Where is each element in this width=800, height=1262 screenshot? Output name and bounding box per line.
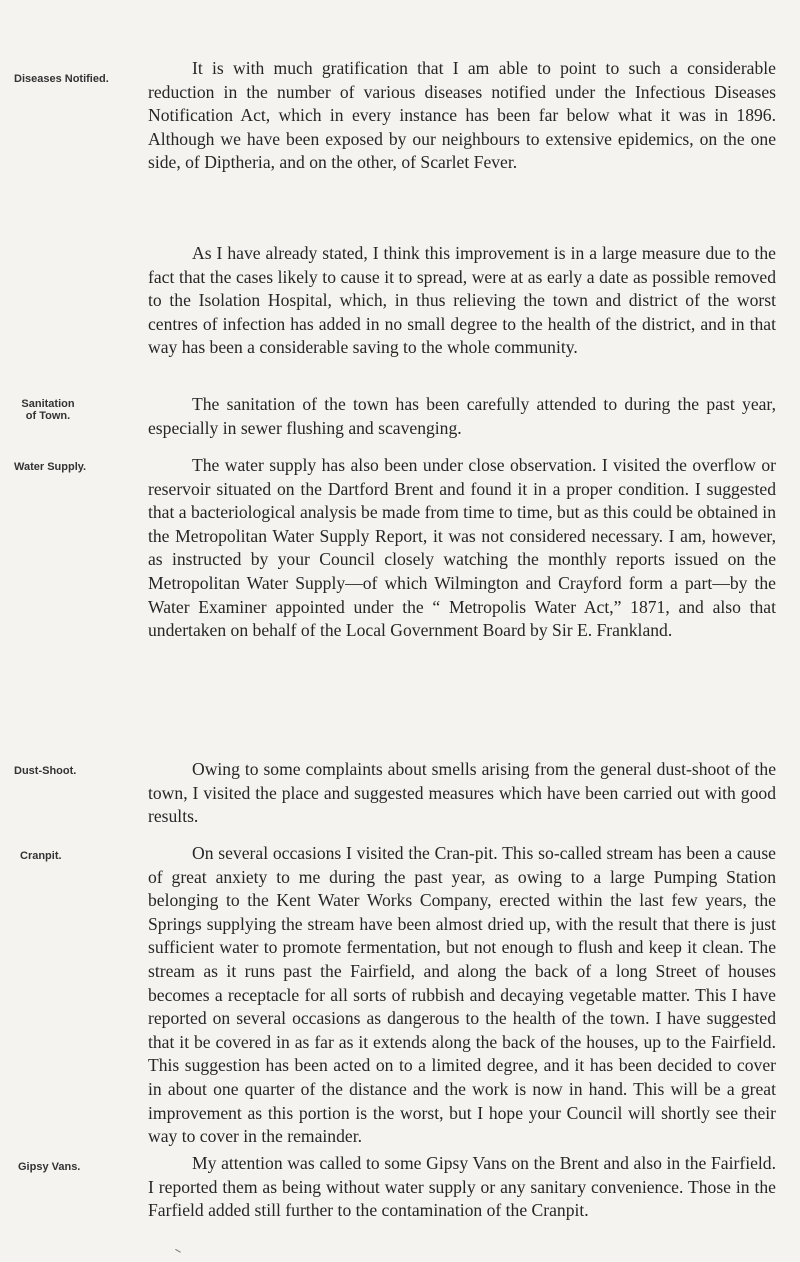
paragraph-cranpit: On several occasions I visited the Cran-pit. This so-called stream has been a cause of great anxiety to me during the past year, as owing to a large Pumping Station belonging to the Kent Water Works Company, erected within the last few years, the Springs supplying the stream have been almost dried up, with the result that there is just sufficient water to promote fermentation, but not enough to flush and keep it clean. The stream as it runs past the Fairfield, and along the back of a long Street of houses becomes a receptacle for all sorts of rubbish and decaying vegetable matter. This I have reported on several occasions as dangerous to the health of the town. I have suggested that it be covered in as far as it extends along the back of the houses, up to the Fairfield. This suggestion has been acted on to a limited degree, and it has been decided to cover in about one quarter of the distance and the work is now in hand. This will be a great improvement as this portion is the worst, but I hope your Council will shortly see their way to cover in the remainder.	[148, 843, 776, 1147]
paragraph-dust-shoot: Owing to some complaints about smells arising from the general dust-shoot of the town, I visited the place and suggested measures which have been carried out with good results.	[148, 759, 776, 827]
margin-note-dust-shoot: Dust-Shoot.	[14, 765, 77, 777]
margin-note-cranpit: Cranpit.	[20, 850, 62, 862]
margin-note-sanitation: Sanitation of Town.	[21, 398, 75, 422]
paragraph-sanitation: The sanitation of the town has been carefully attended to during the past year, especially in sewer flushing and scavenging.	[148, 394, 776, 438]
paragraph-diseases: It is with much gratification that I am able to point to such a considerable reduction in the number of various diseases notified under the Infectious Diseases Notification Act, which in every instance has been far below what it was in 1896. Although we have been exposed by our neighbours to extensive epidemics, on the one side, of Diptheria, and on the other, of Scarlet Fever.	[148, 58, 776, 173]
margin-note-gipsy-vans: Gipsy Vans.	[18, 1161, 81, 1173]
margin-note-diseases: Diseases Notified.	[14, 73, 109, 85]
print-mark	[173, 1249, 181, 1256]
paragraph-isolation: As I have already stated, I think this improvement is in a large measure due to the fact that the cases likely to cause it to spread, were at as early a date as possible removed to the Isolation Hospital, which, in thus relieving the town and district of the worst centres of infection has added in no small degree to the health of the district, and in that way has been a considerable saving to the whole community.	[148, 243, 776, 358]
paragraph-gipsy-vans: My attention was called to some Gipsy Vans on the Brent and also in the Fairfield. I reported them as being without water supply or any sanitary convenience. Those in the Farfield added still further to the contamination of the Cranpit.	[148, 1153, 776, 1221]
margin-note-water: Water Supply.	[14, 461, 87, 473]
paragraph-water-supply: The water supply has also been under close observation. I visited the overflow or reservoir situated on the Dartford Brent and found it in a proper condition. I suggested that a bacteriological analysis be made from time to time, but as this could be obtained in the Metropolitan Water Supply Report, it was not considered necessary. I am, however, as instructed by your Council closely watching the monthly reports issued on the Metropolitan Water Supply—of which Wilmington and Crayford form a part—by the Water Examiner appointed under the “ Metropolis Water Act,” 1871, and also that undertaken on behalf of the Local Government Board by Sir E. Frankland.	[148, 455, 776, 641]
